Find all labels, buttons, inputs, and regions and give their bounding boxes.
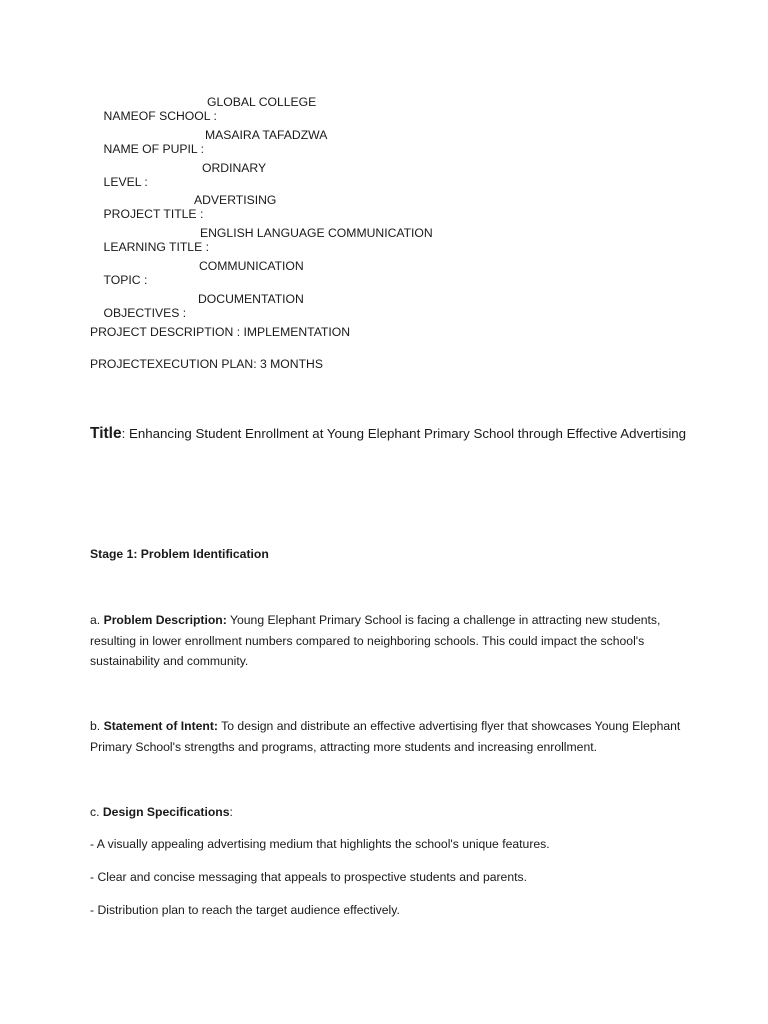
pupil-value: MASAIRA TAFADZWA (205, 128, 328, 142)
spec-item: - Clear and concise messaging that appeals to prospective students and parents. (90, 870, 527, 884)
learning-title-value: ENGLISH LANGUAGE COMMUNICATION (200, 226, 433, 240)
design-specifications-heading (90, 802, 690, 823)
intent-label: Statement of Intent: (103, 719, 218, 733)
school-value: GLOBAL COLLEGE (207, 95, 317, 109)
document-title (90, 423, 690, 444)
topic-value: COMMUNICATION (199, 259, 304, 273)
title-label: Title (90, 425, 122, 442)
problem-label: Problem Description: (103, 613, 227, 627)
problem-text: Young Elephant Primary School is facing a challenge in attracting new students, resulting in lower enrollment numbers compared to neighboring schools. This could impact the school's sustainability and community. (90, 613, 661, 668)
pupil-label: NAME OF PUPIL : (103, 142, 204, 156)
intent-prefix: b. (90, 719, 104, 733)
project-title-value: ADVERTISING (194, 193, 277, 207)
spec-item: - A visually appealing advertising medium that highlights the school's unique features. (90, 837, 550, 851)
project-description-row: PROJECT DESCRIPTION : IMPLEMENTATION (90, 325, 351, 339)
level-label: LEVEL : (103, 175, 148, 189)
spec-item: - Distribution plan to reach the target audience effectively. (90, 903, 400, 917)
specs-prefix: c. (90, 805, 103, 819)
learning-title-label: LEARNING TITLE : (103, 240, 209, 254)
topic-label: TOPIC : (103, 273, 148, 287)
execution-plan-row: PROJECTEXECUTION PLAN: 3 MONTHS (90, 357, 323, 371)
statement-of-intent (90, 716, 690, 757)
stage-heading: Stage 1: Problem Identification (90, 547, 269, 561)
problem-description (90, 610, 690, 672)
intent-text: To design and distribute an effective advertising flyer that showcases Young Elephant Primary School's strengths and programs, attracting more students and increasing enrollment. (90, 719, 681, 754)
title-text: : Enhancing Student Enrollment at Young Elephant Primary School through Effective Advertising (121, 426, 687, 441)
specs-label: Design Specifications (102, 805, 230, 819)
project-title-label: PROJECT TITLE : (103, 207, 204, 221)
level-value: ORDINARY (202, 161, 267, 175)
objectives-label: OBJECTIVES : (103, 306, 187, 320)
problem-prefix: a. (90, 613, 104, 627)
school-label: NAMEOF SCHOOL : (103, 109, 217, 123)
objectives-value: DOCUMENTATION (198, 292, 304, 306)
specs-suffix: : (229, 805, 233, 819)
